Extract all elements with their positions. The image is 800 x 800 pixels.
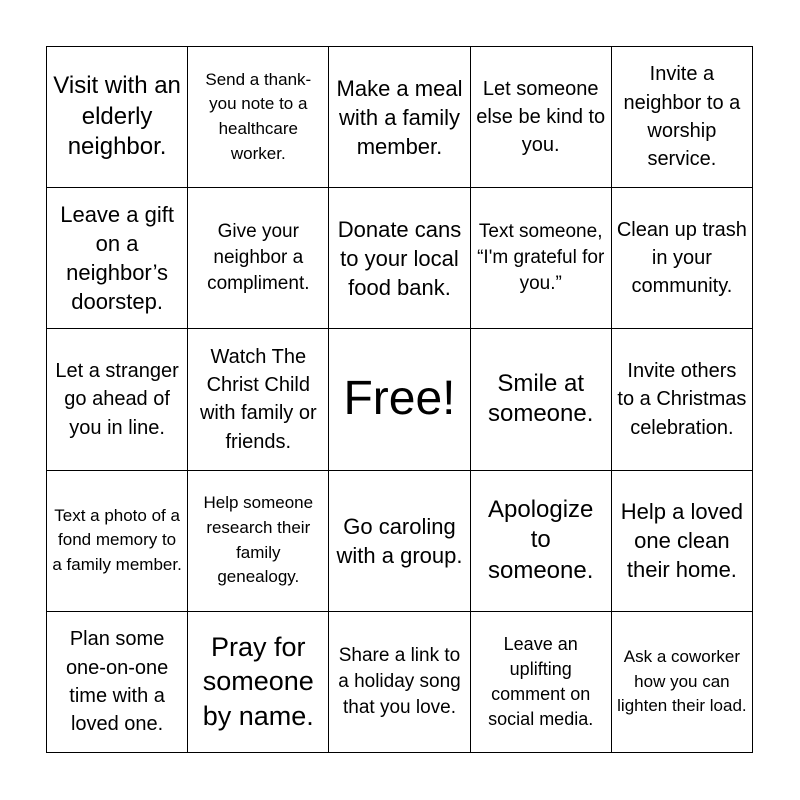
cell-text: Text someone, “I'm grateful for you.” (477, 220, 605, 295)
bingo-cell[interactable] (471, 329, 612, 470)
cell-text: Invite others to a Christmas celebration. (617, 359, 747, 439)
bingo-cell[interactable] (471, 188, 612, 329)
cell-text: Watch The Christ Child with family or friends. (199, 345, 317, 453)
cell-text: Give your neighbor a compliment. (207, 220, 310, 295)
bingo-cell[interactable] (471, 47, 612, 188)
bingo-board (46, 46, 753, 753)
cell-text: Invite a neighbor to a worship service. (623, 63, 741, 171)
bingo-cell[interactable] (47, 612, 188, 753)
cell-text: Send a thank-you note to a healthcare worker. (205, 69, 312, 163)
cell-text: Let a stranger go ahead of you in line. (55, 359, 179, 439)
bingo-cell[interactable] (471, 612, 612, 753)
cell-text: Go caroling with a group. (336, 513, 463, 568)
cell-text: Make a meal with a family member. (336, 75, 463, 159)
free-space[interactable] (329, 329, 470, 470)
bingo-cell[interactable] (612, 612, 753, 753)
cell-text: Leave a gift on a neighbor’s doorstep. (60, 202, 174, 315)
bingo-cell[interactable] (188, 612, 329, 753)
cell-text: Text a photo of a fond memory to a family member. (52, 505, 182, 575)
bingo-cell[interactable] (612, 188, 753, 329)
bingo-cell[interactable] (188, 47, 329, 188)
bingo-cell[interactable] (188, 329, 329, 470)
bingo-cell[interactable] (329, 47, 470, 188)
bingo-cell[interactable] (47, 471, 188, 612)
cell-text: Help someone research their family genealogy. (203, 493, 314, 587)
bingo-cell[interactable] (47, 47, 188, 188)
bingo-cell[interactable] (612, 471, 753, 612)
cell-text: Share a link to a holiday song that you love. (338, 644, 461, 718)
bingo-cell[interactable] (329, 188, 470, 329)
bingo-cell[interactable] (329, 612, 470, 753)
cell-text: Help a loved one clean their home. (620, 499, 744, 583)
free-text: Free! (343, 372, 456, 426)
bingo-cell[interactable] (47, 188, 188, 329)
cell-text: Smile at someone. (487, 369, 594, 428)
cell-text: Plan some one-on-one time with a loved one. (65, 628, 169, 736)
cell-text: Let someone else be kind to you. (476, 77, 606, 157)
cell-text: Ask a coworker how you can lighten their load. (617, 646, 747, 716)
bingo-cell[interactable] (612, 329, 753, 470)
cell-text: Clean up trash in your community. (616, 218, 747, 298)
bingo-cell[interactable] (188, 188, 329, 329)
bingo-cell[interactable] (471, 471, 612, 612)
cell-text: Pray for someone by name. (202, 631, 314, 732)
cell-text: Leave an uplifting comment on social media. (488, 634, 594, 729)
cell-text: Donate cans to your local food bank. (337, 216, 462, 300)
cell-text: Apologize to someone. (487, 495, 594, 585)
bingo-cell[interactable] (612, 47, 753, 188)
bingo-cell[interactable] (47, 329, 188, 470)
bingo-cell[interactable] (188, 471, 329, 612)
bingo-cell[interactable] (329, 471, 470, 612)
cell-text: Visit with an elderly neighbor. (53, 72, 181, 161)
